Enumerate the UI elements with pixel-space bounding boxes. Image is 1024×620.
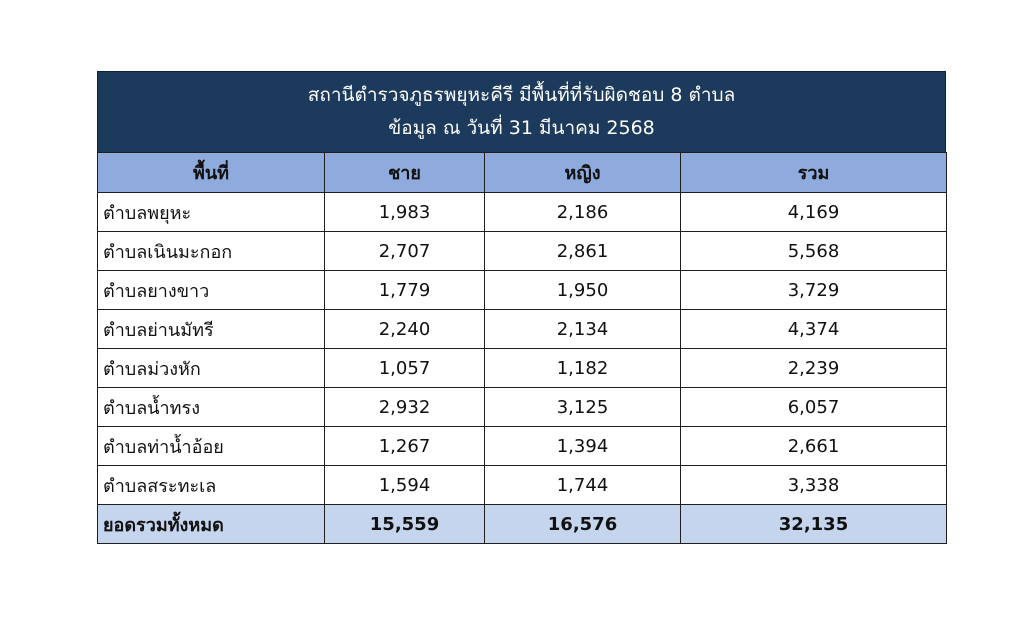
table-row bbox=[98, 388, 947, 427]
table-row bbox=[98, 232, 947, 271]
male-cell: 2,240 bbox=[325, 310, 485, 349]
total-male-cell: 15,559 bbox=[325, 505, 485, 544]
female-cell: 2,861 bbox=[485, 232, 681, 271]
total-cell: 4,374 bbox=[681, 310, 947, 349]
area-cell: ตำบลยางขาว bbox=[98, 271, 325, 310]
area-cell: ตำบลพยุหะ bbox=[98, 193, 325, 232]
total-cell: 5,568 bbox=[681, 232, 947, 271]
female-cell: 2,134 bbox=[485, 310, 681, 349]
table-row bbox=[98, 427, 947, 466]
area-cell: ตำบลเนินมะกอก bbox=[98, 232, 325, 271]
area-cell: ตำบลสระทะเล bbox=[98, 466, 325, 505]
male-cell: 2,707 bbox=[325, 232, 485, 271]
female-cell: 1,394 bbox=[485, 427, 681, 466]
total-cell: 2,239 bbox=[681, 349, 947, 388]
column-header-male: ชาย bbox=[325, 153, 485, 193]
female-cell: 1,744 bbox=[485, 466, 681, 505]
column-header-total: รวม bbox=[681, 153, 947, 193]
table-row bbox=[98, 349, 947, 388]
table-row bbox=[98, 310, 947, 349]
total-female-cell: 16,576 bbox=[485, 505, 681, 544]
table-row bbox=[98, 193, 947, 232]
total-cell: 3,338 bbox=[681, 466, 947, 505]
female-cell: 1,950 bbox=[485, 271, 681, 310]
table-row bbox=[98, 466, 947, 505]
table-row bbox=[98, 271, 947, 310]
total-cell: 4,169 bbox=[681, 193, 947, 232]
grand-total-cell: 32,135 bbox=[681, 505, 947, 544]
area-cell: ตำบลย่านมัทรี bbox=[98, 310, 325, 349]
male-cell: 1,779 bbox=[325, 271, 485, 310]
male-cell: 1,594 bbox=[325, 466, 485, 505]
total-row bbox=[98, 505, 947, 544]
female-cell: 2,186 bbox=[485, 193, 681, 232]
total-cell: 2,661 bbox=[681, 427, 947, 466]
table-title: สถานีตำรวจภูธรพยุหะคีรี มีพื้นที่ที่รับผิดชอบ 8 ตำบล bbox=[307, 84, 736, 106]
male-cell: 2,932 bbox=[325, 388, 485, 427]
table-title-block bbox=[97, 71, 946, 152]
column-header-area: พื้นที่ bbox=[98, 153, 325, 193]
total-cell: 3,729 bbox=[681, 271, 947, 310]
area-cell: ตำบลท่าน้ำอ้อย bbox=[98, 427, 325, 466]
male-cell: 1,057 bbox=[325, 349, 485, 388]
female-cell: 1,182 bbox=[485, 349, 681, 388]
table-subtitle-date: ข้อมูล ณ วันที่ 31 มีนาคม 2568 bbox=[388, 117, 655, 139]
male-cell: 1,267 bbox=[325, 427, 485, 466]
male-cell: 1,983 bbox=[325, 193, 485, 232]
area-cell: ตำบลน้ำทรง bbox=[98, 388, 325, 427]
total-cell: 6,057 bbox=[681, 388, 947, 427]
female-cell: 3,125 bbox=[485, 388, 681, 427]
column-header-female: หญิง bbox=[485, 153, 681, 193]
population-table bbox=[97, 71, 946, 544]
data-table bbox=[97, 152, 947, 544]
total-label-cell: ยอดรวมทั้งหมด bbox=[98, 505, 325, 544]
header-row bbox=[98, 153, 947, 193]
area-cell: ตำบลม่วงหัก bbox=[98, 349, 325, 388]
